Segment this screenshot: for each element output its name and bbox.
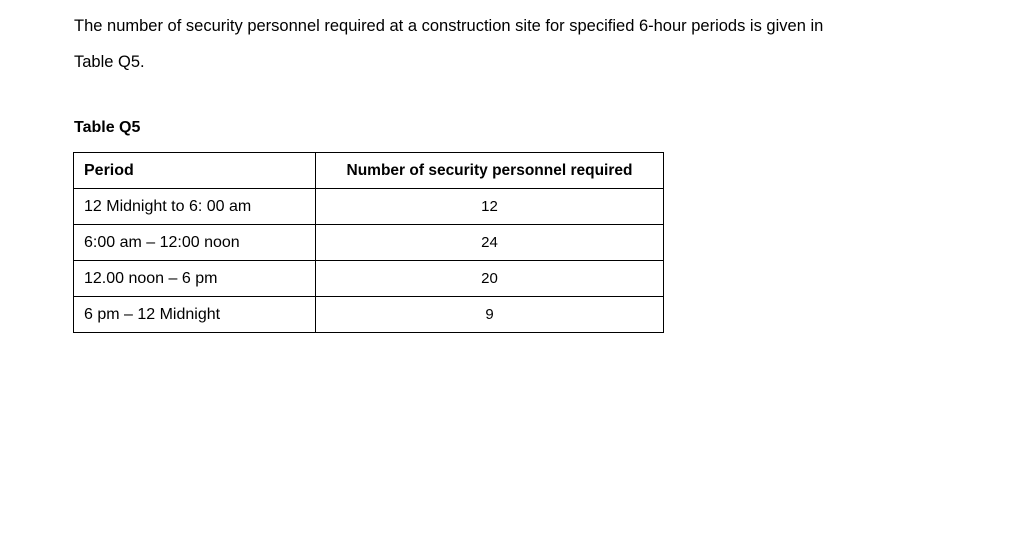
header-period: Period	[74, 153, 316, 189]
required-cell: 20	[316, 261, 664, 297]
table-row	[74, 261, 664, 297]
required-cell: 9	[316, 297, 664, 333]
table-row	[74, 189, 664, 225]
required-cell: 24	[316, 225, 664, 261]
period-cell: 6 pm – 12 Midnight	[74, 297, 316, 333]
table-row	[74, 225, 664, 261]
table-title: Table Q5	[74, 119, 141, 136]
header-personnel-required: Number of security personnel required	[316, 153, 664, 189]
period-cell: 6:00 am – 12:00 noon	[74, 225, 316, 261]
period-cell: 12.00 noon – 6 pm	[74, 261, 316, 297]
table-header-row	[74, 153, 664, 189]
intro-line-1: The number of security personnel required at a construction site for specified 6-hour periods is given in	[74, 17, 824, 35]
personnel-table	[73, 152, 664, 333]
table-row	[74, 297, 664, 333]
intro-line-2: Table Q5.	[74, 53, 145, 71]
required-cell: 12	[316, 189, 664, 225]
period-cell: 12 Midnight to 6: 00 am	[74, 189, 316, 225]
intro-paragraph	[74, 8, 974, 80]
